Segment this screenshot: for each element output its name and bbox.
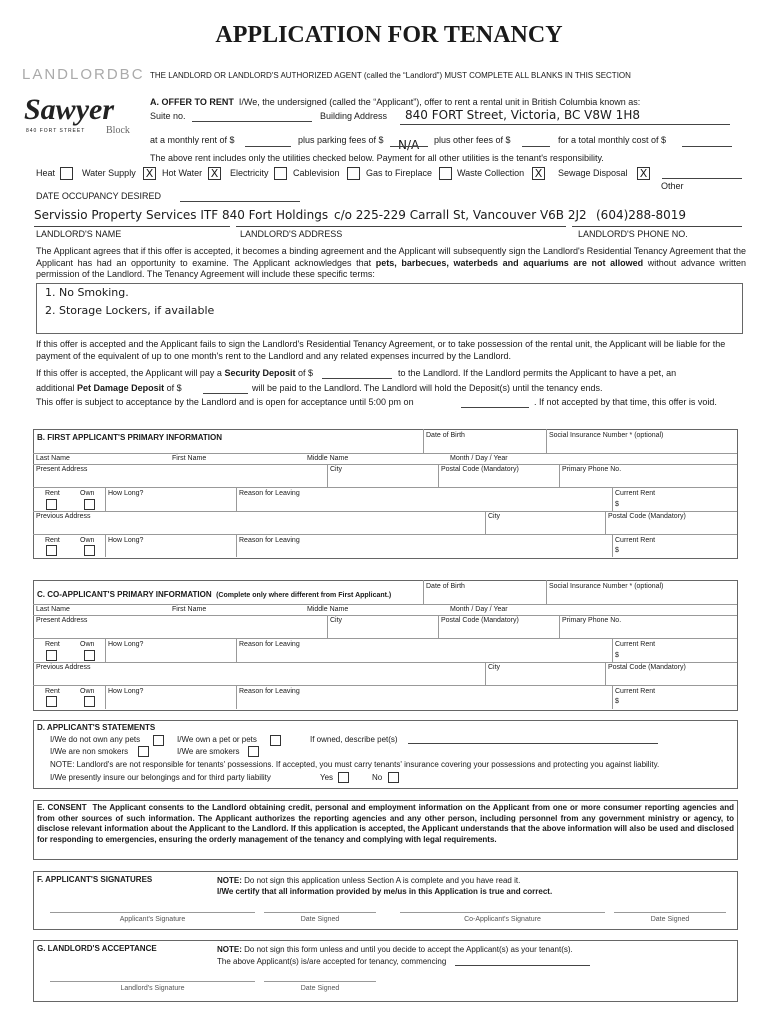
utility-other-label: Other — [661, 181, 684, 191]
section-b-mdy: Month / Day / Year — [450, 455, 508, 462]
utility-sewage-checkbox[interactable]: X — [637, 167, 650, 180]
section-c-city: City — [330, 617, 343, 624]
acceptance-date-field[interactable] — [461, 407, 529, 408]
landlord-signature-field[interactable] — [50, 981, 255, 982]
section-b-postal: Postal Code (Mandatory) — [441, 466, 519, 473]
utility-other-field[interactable] — [662, 178, 742, 179]
utility-waste-label: Waste Collection — [457, 168, 525, 178]
sawyer-logo — [24, 95, 144, 145]
sawyer-logo-street: 840 FORT STREET — [26, 128, 86, 134]
building-address-value[interactable]: 840 FORT Street, Victoria, BC V8W 1H8 — [405, 108, 640, 122]
section-b-how-long: How Long? — [108, 490, 144, 497]
section-f-heading: F. APPLICANT'S SIGNATURES — [37, 875, 153, 884]
section-c-mdy: Month / Day / Year — [450, 606, 508, 613]
own-pet-label: I/We own a pet or pets — [177, 735, 257, 744]
utility-hot-water-checkbox[interactable]: X — [208, 167, 221, 180]
sawyer-logo-word: Block — [106, 125, 130, 136]
pet-deposit-field[interactable] — [203, 393, 248, 394]
landlord-address-field[interactable] — [236, 226, 566, 227]
building-address-field[interactable] — [400, 124, 730, 125]
insure-no-checkbox[interactable] — [388, 772, 399, 783]
landlord-phone-field[interactable] — [572, 226, 742, 227]
no-pets-label: I/We do not own any pets — [50, 735, 141, 744]
term-2: 2. Storage Lockers, if available — [45, 304, 215, 317]
describe-pets-field[interactable] — [408, 743, 658, 744]
section-f-note: NOTE: Do not sign this application unless Section A is complete and you have read it. — [217, 876, 521, 885]
non-smokers-label: I/We are non smokers — [50, 747, 129, 756]
landlord-name-label: LANDLORD'S NAME — [36, 229, 122, 239]
section-b-city: City — [330, 466, 343, 473]
total-cost-field[interactable] — [682, 146, 732, 147]
section-b-rent-checkbox-2[interactable] — [46, 545, 57, 556]
other-fees-label: plus other fees of $ — [434, 135, 511, 145]
section-c-phone: Primary Phone No. — [562, 617, 622, 624]
section-a-intro-text: I/We, the undersigned (called the “Applicant”), offer to rent a rental unit in British Columbia known as: — [238, 97, 641, 107]
total-cost-label: for a total monthly cost of $ — [558, 135, 667, 145]
deposit-line-2: additional Pet Damage Deposit of $ — [36, 383, 182, 393]
section-c-own-checkbox-2[interactable] — [84, 696, 95, 707]
applicant-signature-field[interactable] — [50, 912, 255, 913]
section-c-reason-2: Reason for Leaving — [239, 688, 300, 695]
section-a-heading: A. OFFER TO RENT — [150, 97, 234, 107]
suite-label: Suite no. — [150, 111, 186, 121]
co-applicant-signature-field[interactable] — [400, 912, 605, 913]
date-occupancy-label: DATE OCCUPANCY DESIRED — [36, 191, 162, 201]
agreement-paragraph: The Applicant agrees that if this offer is accepted, it becomes a binding agreement and the Applicant will subsequently sign the Landlord's Residential Tenancy Agreement that the Applicant has had an opportunity to examine. The Applicant acknowledges that pets, barbecues, waterbeds and aquariums are not allowed without advance written permission of the Landlord. The Tenancy Agreement will include these specific terms: — [36, 246, 746, 279]
section-b-how-long-2: How Long? — [108, 537, 144, 544]
utility-heat-checkbox[interactable] — [60, 167, 73, 180]
landlordbc-logo: LANDLORDBC — [22, 66, 145, 83]
deposit-line-1: If this offer is accepted, the Applicant will pay a Security Deposit of $ — [36, 368, 314, 378]
utilities-note: The above rent includes only the utilities checked below. Payment for all other utilities is the tenant's responsibility. — [150, 153, 604, 163]
co-applicant-date-field[interactable] — [614, 912, 726, 913]
insure-yes-label: Yes — [320, 773, 334, 782]
utility-gas-label: Gas to Fireplace — [366, 168, 433, 178]
section-b-current-rent-2: Current Rent — [615, 537, 656, 544]
section-c-first-name: First Name — [172, 606, 207, 613]
landlordbc-note: THE LANDLORD OR LANDLORD'S AUTHORIZED AGENT (called the “Landlord”) MUST COMPLETE ALL BLANKS IN THIS SECTION — [150, 71, 631, 80]
no-pets-checkbox[interactable] — [153, 735, 164, 746]
section-c-postal-2: Postal Code (Mandatory) — [608, 664, 686, 671]
smokers-label: I/We are smokers — [177, 747, 240, 756]
section-g-note: NOTE: Do not sign this form unless and until you decide to accept the Applicant(s) as your tenant(s). — [217, 945, 573, 954]
section-c-current-rent: Current Rent — [615, 641, 656, 648]
section-b-previous-address: Previous Address — [36, 513, 91, 520]
section-c-present-address: Present Address — [36, 617, 88, 624]
insure-label: I/We presently insure our belongings and for third party liability — [50, 773, 271, 782]
section-b-last-name: Last Name — [36, 455, 70, 462]
deposit-line-2-end: will be paid to the Landlord. The Landlord will hold the Deposit(s) until the tenancy ends. — [252, 383, 603, 393]
section-b-dob-label: Date of Birth — [426, 432, 465, 439]
utility-gas-checkbox[interactable] — [439, 167, 452, 180]
page-title: APPLICATION FOR TENANCY — [215, 22, 563, 48]
landlord-phone-label: LANDLORD'S PHONE NO. — [578, 229, 688, 239]
insure-yes-checkbox[interactable] — [338, 772, 349, 783]
co-applicant-signature-label: Co-Applicant's Signature — [464, 916, 541, 923]
section-b-rent-checkbox[interactable] — [46, 499, 57, 510]
section-b-dollar-2: $ — [615, 547, 619, 554]
section-b-present-address: Present Address — [36, 466, 88, 473]
utility-electricity-label: Electricity — [230, 168, 269, 178]
section-c-heading: C. CO-APPLICANT'S PRIMARY INFORMATION (Complete only where different from First Applicant.) — [37, 590, 392, 599]
section-b-current-rent: Current Rent — [615, 490, 656, 497]
applicant-date-label: Date Signed — [300, 916, 340, 923]
section-c-current-rent-2: Current Rent — [615, 688, 656, 695]
section-b-phone: Primary Phone No. — [562, 466, 622, 473]
section-c-postal: Postal Code (Mandatory) — [441, 617, 519, 624]
utility-heat-label: Heat — [36, 168, 56, 178]
landlord-name-value[interactable]: Servissio Property Services ITF 840 Fort Holdings — [34, 208, 329, 222]
section-g-heading: G. LANDLORD'S ACCEPTANCE — [37, 944, 157, 953]
utility-hot-water-label: Hot Water — [162, 168, 203, 178]
applicant-signature-label: Applicant's Signature — [119, 916, 186, 923]
utility-cablevision-label: Cablevision — [293, 168, 340, 178]
section-c-own-label-2: Own — [80, 688, 95, 695]
landlord-date-label: Date Signed — [300, 985, 340, 992]
utility-cablevision-checkbox[interactable] — [347, 167, 360, 180]
smokers-checkbox[interactable] — [248, 746, 259, 757]
section-c-dollar-2: $ — [615, 698, 619, 705]
insurance-note: NOTE: Landlord's are not responsible for tenants' possessions. If accepted, you must carry tenants' insurance covering your possessions and protecting you against liability. — [50, 760, 660, 769]
security-deposit-field[interactable] — [322, 378, 392, 379]
section-f-certify: I/We certify that all information provided by me/us in this Application is true and correct. — [217, 887, 553, 896]
term-1: 1. No Smoking. — [45, 286, 129, 299]
section-b-city-2: City — [488, 513, 501, 520]
date-occupancy-field[interactable] — [180, 201, 300, 202]
utility-sewage-label: Sewage Disposal — [558, 168, 628, 178]
section-c-dollar: $ — [615, 652, 619, 659]
section-b-sin-label: Social Insurance Number * (optional) — [549, 432, 664, 439]
section-b-middle-name: Middle Name — [307, 455, 349, 462]
section-b-reason: Reason for Leaving — [239, 490, 300, 497]
section-c-previous-address: Previous Address — [36, 664, 91, 671]
section-c-how-long: How Long? — [108, 641, 144, 648]
section-b-own-checkbox-2[interactable] — [84, 545, 95, 556]
section-b-own-label-2: Own — [80, 537, 95, 544]
landlord-name-field[interactable] — [34, 226, 230, 227]
applicant-date-field[interactable] — [264, 912, 376, 913]
parking-label: plus parking fees of $ — [298, 135, 384, 145]
section-b-reason-2: Reason for Leaving — [239, 537, 300, 544]
specific-terms-box[interactable] — [36, 283, 743, 334]
landlord-signature-label: Landlord's Signature — [120, 985, 185, 992]
section-c-dob-label: Date of Birth — [426, 583, 465, 590]
section-a-intro — [150, 97, 640, 107]
section-c-city-2: City — [488, 664, 501, 671]
parking-value[interactable]: N/A — [398, 138, 420, 152]
section-c-sin-label: Social Insurance Number * (optional) — [549, 583, 664, 590]
suite-field[interactable] — [192, 121, 312, 122]
section-c-rent-checkbox[interactable] — [46, 650, 57, 661]
parking-field[interactable] — [390, 146, 428, 147]
insure-no-label: No — [372, 773, 383, 782]
section-c-rent-label-2: Rent — [45, 688, 60, 695]
section-b-heading: B. FIRST APPLICANT'S PRIMARY INFORMATION — [37, 433, 223, 442]
other-fees-field[interactable] — [522, 146, 550, 147]
utility-waste-checkbox[interactable]: X — [532, 167, 545, 180]
landlord-address-label: LANDLORD'S ADDRESS — [240, 229, 343, 239]
section-e-text: E. CONSENT The Applicant consents to the Landlord obtaining credit, personal and employment information on the Applicant from one or more consumer reporting agencies and from other sources of such information. The Applicant authorizes the reporting agencies and any other person, including personnel from any government ministry or agency, to disclose relevant information about the Applicant to the Landlord. If this application is accepted, the Applicant understands that the above information will also be used and disclosed for responding to emergencies, ensuring the orderly management of the tenancy and complying with legal requirements. — [37, 803, 735, 844]
building-address-label: Building Address — [320, 111, 388, 121]
landlord-date-field[interactable] — [264, 981, 376, 982]
section-c-own-checkbox[interactable] — [84, 650, 95, 661]
section-b-dollar: $ — [615, 501, 619, 508]
section-d-heading: D. APPLICANT'S STATEMENTS — [37, 723, 156, 732]
landlord-address-value[interactable]: c/o 225-229 Carrall St, Vancouver V6B 2J2 — [334, 208, 587, 222]
fail-paragraph: If this offer is accepted and the Applicant fails to sign the Landlord's Residential Tenancy Agreement, or to take possession of the rental unit, the Applicant will be liable for the payment of the equivalent of up to one month's rent to the Landlord and any related expenses incurred by the Landlord. — [36, 339, 726, 361]
monthly-rent-field[interactable] — [245, 146, 291, 147]
own-pet-checkbox[interactable] — [270, 735, 281, 746]
deposit-line-1-end: to the Landlord. If the Landlord permits the Applicant to have a pet, an — [398, 368, 677, 378]
sawyer-logo-name: Sawyer — [24, 93, 114, 126]
monthly-rent-label: at a monthly rent of $ — [150, 135, 235, 145]
section-c-how-long-2: How Long? — [108, 688, 144, 695]
section-c-own-label: Own — [80, 641, 95, 648]
acceptance-line: This offer is subject to acceptance by the Landlord and is open for acceptance until 5:00 pm on — [36, 397, 414, 407]
co-applicant-date-label: Date Signed — [650, 916, 690, 923]
utility-water-label: Water Supply — [82, 168, 136, 178]
section-b-rent-label-2: Rent — [45, 537, 60, 544]
section-b-postal-2: Postal Code (Mandatory) — [608, 513, 686, 520]
section-b-first-name: First Name — [172, 455, 207, 462]
section-c-rent-label: Rent — [45, 641, 60, 648]
non-smokers-checkbox[interactable] — [138, 746, 149, 757]
section-g-accepted: The above Applicant(s) is/are accepted for tenancy, commencing — [217, 957, 447, 966]
section-c-middle-name: Middle Name — [307, 606, 349, 613]
describe-pets-label: If owned, describe pet(s) — [310, 735, 398, 744]
section-c-rent-checkbox-2[interactable] — [46, 696, 57, 707]
landlord-phone-value[interactable]: (604)288-8019 — [596, 208, 687, 222]
utility-electricity-checkbox[interactable] — [274, 167, 287, 180]
utility-water-checkbox[interactable]: X — [143, 167, 156, 180]
section-c-last-name: Last Name — [36, 606, 70, 613]
section-b-own-checkbox[interactable] — [84, 499, 95, 510]
section-b-rent-label: Rent — [45, 490, 60, 497]
section-c-reason: Reason for Leaving — [239, 641, 300, 648]
acceptance-line-end: . If not accepted by that time, this offer is void. — [534, 397, 717, 407]
section-b-own-label: Own — [80, 490, 95, 497]
commencing-date-field[interactable] — [455, 965, 590, 966]
